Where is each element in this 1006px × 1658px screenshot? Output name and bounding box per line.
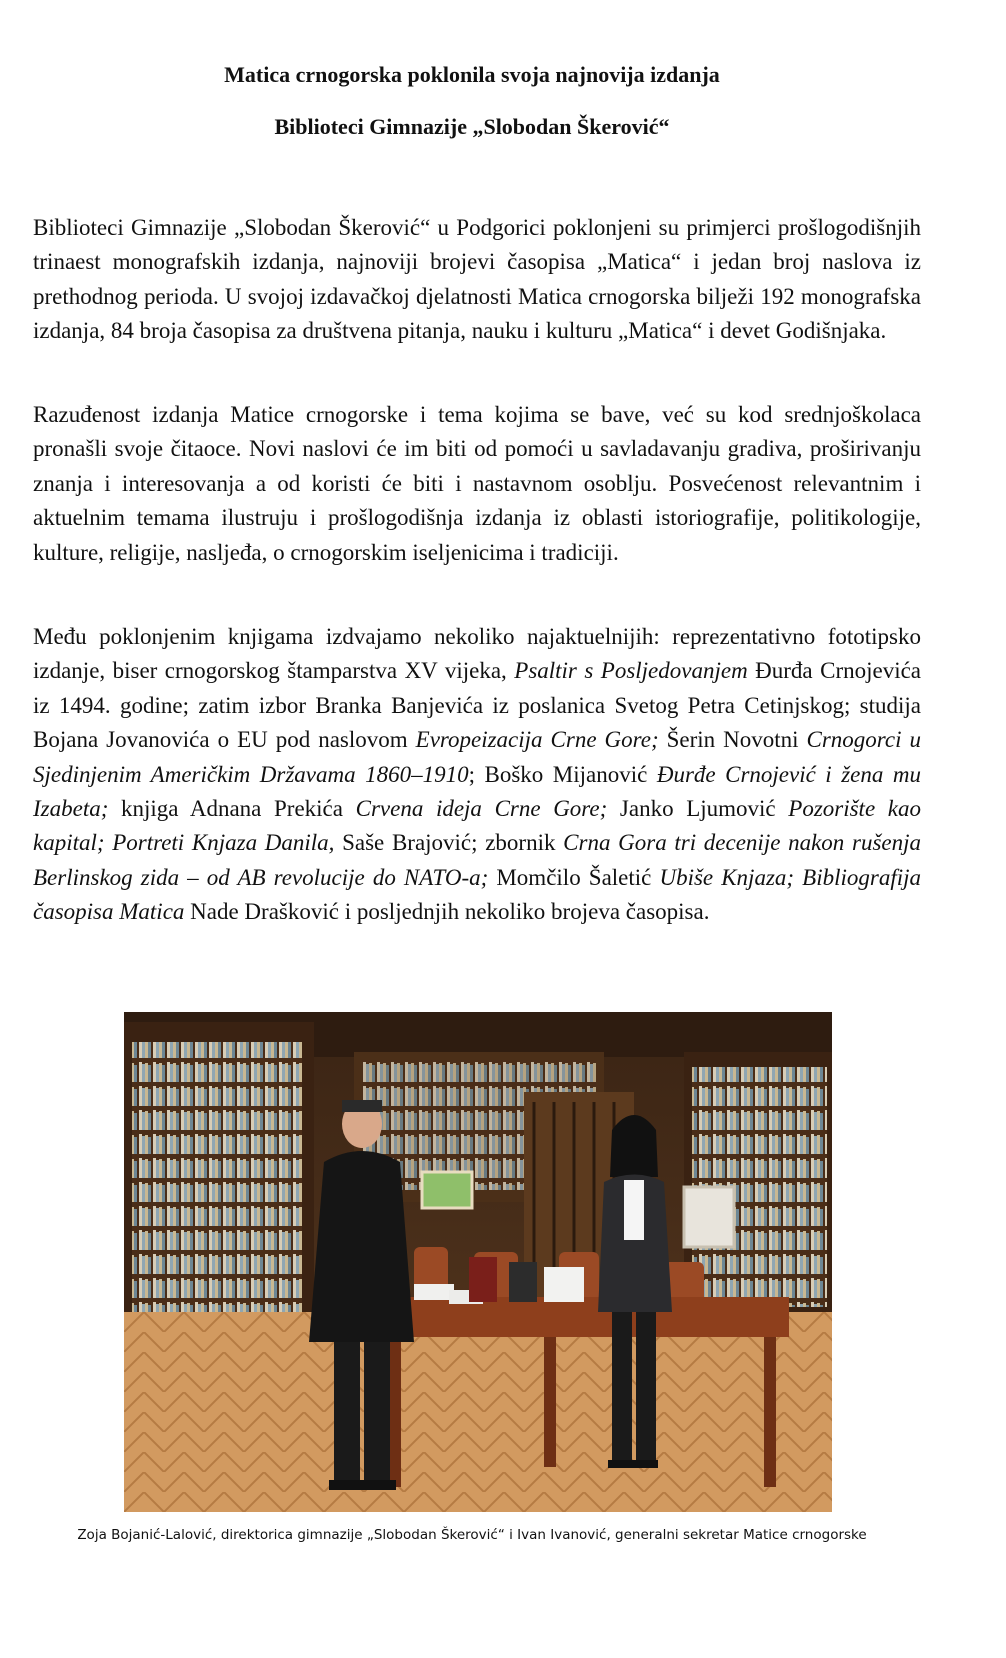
book-title-crnogorci-u-sad: Crnogorci u Sjedinjenim Američkim Državama 1860–1910 — [33, 727, 921, 787]
article-title-line2: Biblioteci Gimnazije „Slobodan Škerović“ — [274, 114, 670, 139]
paragraph-3-text: Među poklonjenim knjigama izdvajamo nekoliko najaktuelnijih: reprezentativno fototipsko izdanje, biser crnogorskog štamparstva XV vijeka, — [33, 624, 921, 684]
book-title-pozoriste: Pozorište kao kapital; Portreti Knjaza Danila, — [33, 796, 921, 856]
paragraph-3-text: Nade Drašković i posljednjih nekoliko brojeva časopisa. — [184, 899, 710, 925]
paragraph-3-text: Saše Brajović; zbornik — [334, 830, 564, 856]
paragraph-1: Biblioteci Gimnazije „Slobodan Škerović“ u Podgorici poklonjeni su primjerci prošlogodišnjih trinaest monografskih izdanja, najnoviji brojevi časopisa „Matica“ i jedan broj naslova iz prethodnog perioda. U svojoj izdavačkoj djelatnosti Matica crnogorska bilježi 192 monografska izdanja, 84 broja časopisa za društvena pitanja, nauku i kulturu „Matica“ i devet Godišnjaka. — [33, 215, 921, 344]
book-title-psaltir: Psaltir s Posljedovanjem — [514, 658, 748, 684]
paragraph-3-text: Đurđa Crnojevića iz 1494. godine; zatim izbor Branka Banjevića iz poslanica Svetog Petra Cetinjskog; studija Bojana Jovanovića o EU pod naslovom — [33, 658, 922, 753]
article-title-line1: Matica crnogorska poklonila svoja najnovija izdanja — [224, 62, 720, 87]
library-photo-illustration — [124, 1012, 832, 1512]
book-title-ubise-knjaza: Ubiše Knjaza; Bibliografija časopisa Matica — [33, 864, 921, 925]
paragraph-3 — [33, 620, 921, 930]
book-title-evropeizacija: Evropeizacija Crne Gore; — [415, 727, 659, 753]
paragraph-3-text: ; Boško Mijanović — [468, 761, 657, 787]
paragraph-3-text: Šerin Novotni — [658, 727, 807, 753]
paragraph-2: Razuđenost izdanja Matice crnogorske i tema kojima se bave, već su kod srednjoškolaca pronašli svoje čitaoce. Novi naslovi će im biti od pomoći u savladavanju gradiva, proširivanju znanja i interesovanja a od koristi će biti i nastavnom osoblju. Posvećenost relevantnim i aktuelnim temama ilustruju i prošlogodišnja izdanja iz oblasti istoriografije, politikologije, kulture, religije, nasljeđa, o crnogorskim iseljenicima i tradiciji. — [33, 402, 921, 565]
book-title-zbornik: Crna Gora tri decenije nakon rušenja Berlinskog zida – od AB revolucije do NATO-a; — [33, 830, 921, 890]
paragraph-3-text: Janko Ljumović — [607, 796, 789, 822]
book-title-djurdje-crnojevic: Đurđe Crnojević i žena mu Izabeta; — [33, 761, 921, 822]
book-title-crvena-ideja: Crvena ideja Crne Gore; — [355, 796, 608, 822]
paragraph-3-text: Momčilo Šaletić — [488, 864, 660, 890]
photo-caption: Zoja Bojanić-Lalović, direktorica gimnazije „Slobodan Škerović“ i Ivan Ivanović, generalni sekretar Matice crnogorske — [77, 1527, 867, 1543]
paragraph-3-text: knjiga Adnana Prekića — [108, 796, 356, 822]
library-photo — [124, 1012, 832, 1512]
